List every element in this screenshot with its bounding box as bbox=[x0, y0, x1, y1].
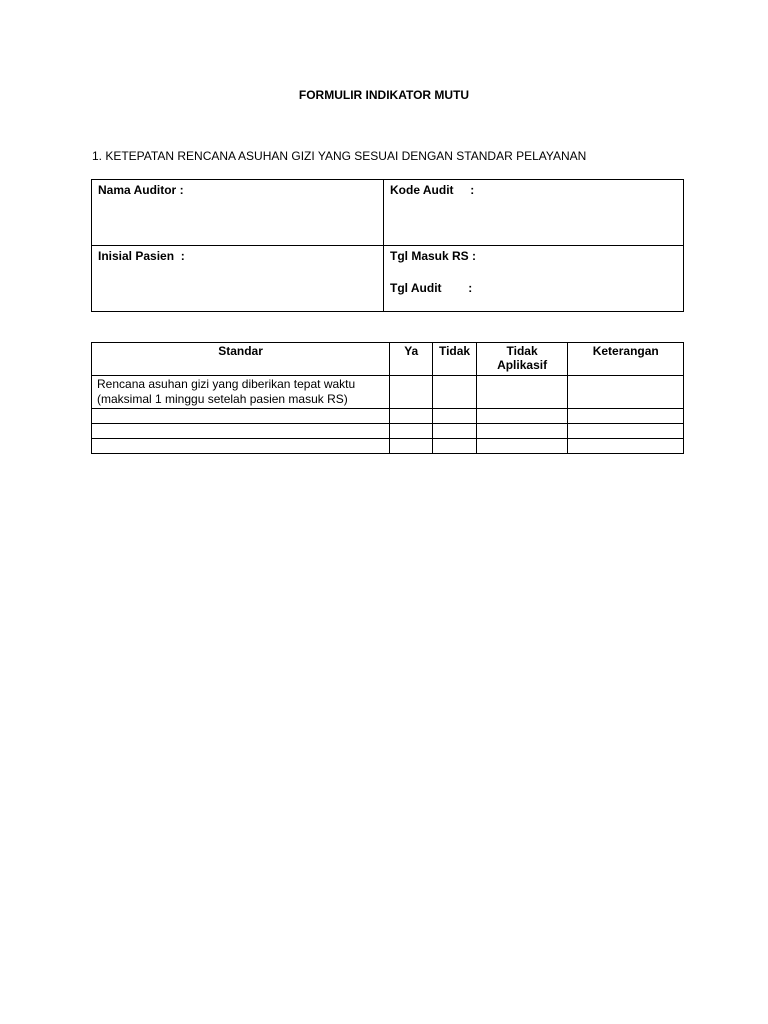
ya-cell[interactable] bbox=[390, 424, 433, 439]
ya-cell[interactable] bbox=[390, 376, 433, 409]
tidak-aplikasif-cell[interactable] bbox=[476, 424, 568, 439]
tidak-cell[interactable] bbox=[433, 424, 476, 439]
ya-cell[interactable] bbox=[390, 409, 433, 424]
nama-auditor-label: Nama Auditor : bbox=[98, 183, 184, 197]
tidak-cell[interactable] bbox=[433, 376, 476, 409]
tanggal-cell[interactable] bbox=[384, 246, 684, 312]
tgl-audit-label: Tgl Audit : bbox=[390, 281, 473, 295]
table-row bbox=[92, 424, 684, 439]
standar-cell[interactable] bbox=[92, 409, 390, 424]
keterangan-cell[interactable] bbox=[568, 376, 684, 409]
standar-cell[interactable] bbox=[92, 424, 390, 439]
keterangan-cell[interactable] bbox=[568, 439, 684, 454]
inisial-pasien-cell[interactable] bbox=[92, 246, 384, 312]
table-row bbox=[92, 409, 684, 424]
section-heading: 1. KETEPATAN RENCANA ASUHAN GIZI YANG SESUAI DENGAN STANDAR PELAYANAN bbox=[92, 149, 587, 163]
header-tidak: Tidak bbox=[433, 343, 476, 376]
nama-auditor-cell[interactable] bbox=[92, 180, 384, 246]
table-row bbox=[92, 439, 684, 454]
tgl-masuk-rs-label: Tgl Masuk RS : bbox=[390, 249, 477, 263]
info-row bbox=[92, 180, 684, 246]
standard-checklist-table bbox=[91, 342, 684, 454]
inisial-pasien-label: Inisial Pasien : bbox=[98, 249, 185, 263]
table-row bbox=[92, 376, 684, 409]
header-tidak-aplikasif: Tidak Aplikasif bbox=[476, 343, 568, 376]
keterangan-cell[interactable] bbox=[568, 424, 684, 439]
tidak-cell[interactable] bbox=[433, 409, 476, 424]
tidak-cell[interactable] bbox=[433, 439, 476, 454]
keterangan-cell[interactable] bbox=[568, 409, 684, 424]
auditor-info-table bbox=[91, 179, 684, 312]
kode-audit-cell[interactable] bbox=[384, 180, 684, 246]
document-title: FORMULIR INDIKATOR MUTU bbox=[298, 88, 470, 102]
header-standar: Standar bbox=[92, 343, 390, 376]
kode-audit-label: Kode Audit : bbox=[390, 183, 475, 197]
tidak-aplikasif-cell[interactable] bbox=[476, 376, 568, 409]
table-header-row bbox=[92, 343, 684, 376]
header-keterangan: Keterangan bbox=[568, 343, 684, 376]
info-row bbox=[92, 246, 684, 312]
standar-cell: Rencana asuhan gizi yang diberikan tepat waktu (maksimal 1 minggu setelah pasien masuk RS) bbox=[92, 376, 390, 409]
ya-cell[interactable] bbox=[390, 439, 433, 454]
standar-cell[interactable] bbox=[92, 439, 390, 454]
tidak-aplikasif-cell[interactable] bbox=[476, 439, 568, 454]
tidak-aplikasif-cell[interactable] bbox=[476, 409, 568, 424]
header-ya: Ya bbox=[390, 343, 433, 376]
